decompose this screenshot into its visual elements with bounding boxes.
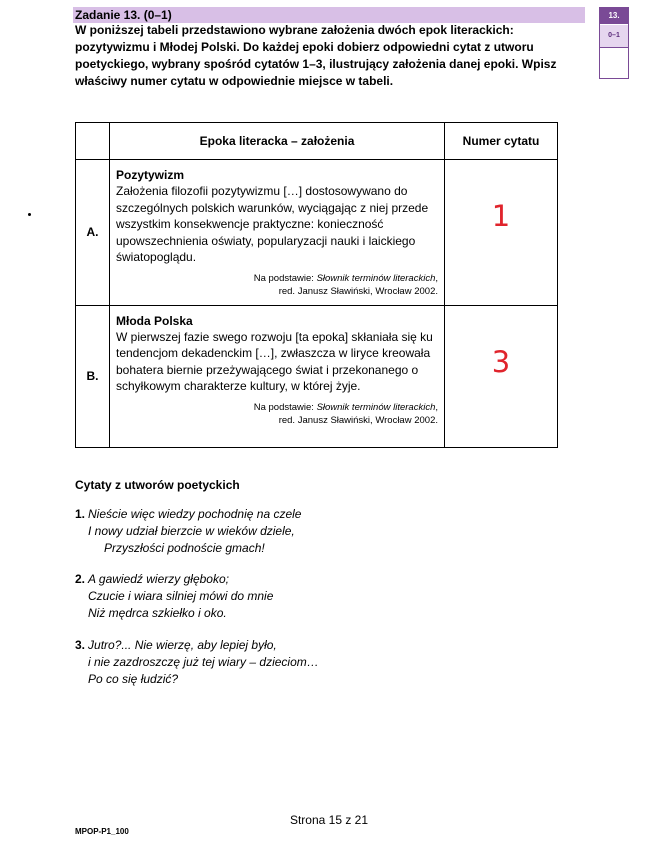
quote-line: Jutro?... Nie wierzę, aby lepiej było, (88, 638, 277, 652)
header-number: Numer cytatu (445, 123, 558, 160)
quote-item (75, 571, 273, 622)
score-box (599, 7, 629, 79)
source-citation (116, 401, 438, 428)
source-line2: red. Janusz Sławiński, Wrocław 2002. (278, 286, 438, 297)
source-title: Słownik terminów literackich (316, 272, 436, 284)
header-epoch: Epoka literacka – założenia (110, 123, 445, 160)
epoch-table (75, 122, 558, 448)
quotes-heading: Cytaty z utworów poetyckich (75, 478, 240, 492)
quote-number: 1. (75, 507, 86, 521)
task-instructions: W poniższej tabeli przedstawiono wybrane założenia dwóch epok literackich: pozytywizmu i Młodej Polski. Do każdej epoki dobierz odpowiedni cytat z utworu poetyckiego, wybrany spośród cytatów 1–3, ilustrujący założenia danej epoki. Wpisz właściwy numer cytatu w odpowiednie miejsce w tabeli. (75, 23, 557, 88)
stray-dot (28, 213, 31, 216)
quote-line: Przyszłości podnoście gmach! (104, 541, 265, 555)
epoch-text: W pierwszej fazie swego rozwoju [ta epoka] skłaniała się ku tendencjom dekadenckim […], zwłaszcza w liryce kreowała bohatera biernie przeżywającego świat i przekonanego o schyłkowym charakterze kultury, w której żyje. (116, 329, 433, 393)
document-code: MPOP-P1_100 (75, 827, 129, 836)
answer-cell[interactable] (445, 305, 558, 447)
quote-number: 3. (75, 638, 86, 652)
handwritten-answer: 3 (491, 344, 511, 379)
table-header-row (76, 123, 558, 160)
handwritten-answer: 1 (491, 199, 511, 233)
source-prefix: Na podstawie: (253, 272, 317, 284)
source-prefix: Na podstawie: (253, 401, 317, 413)
row-description (110, 305, 445, 447)
quote-line: I nowy udział bierzcie w wieków dziele, (88, 524, 295, 538)
table-row (76, 160, 558, 306)
answer-cell[interactable] (445, 160, 558, 306)
source-title: Słownik terminów literackich (316, 401, 436, 413)
row-letter: A. (76, 160, 110, 306)
epoch-name: Pozytywizm (116, 168, 185, 182)
quote-line: Niż mędrca szkiełko i oko. (88, 606, 227, 620)
row-letter: B. (76, 305, 110, 447)
epoch-name: Młoda Polska (116, 313, 193, 328)
source-line2: red. Janusz Sławiński, Wrocław 2002. (278, 415, 438, 426)
task-title: Zadanie 13. (0–1) (75, 8, 172, 22)
source-rest: , (435, 401, 438, 413)
quote-line: Nieście więc wiedzy pochodnię na czele (88, 507, 302, 521)
page-number: Strona 15 z 21 (289, 813, 369, 827)
epoch-text: Założenia filozofii pozytywizmu […] dostosowywano do szczególnych polskich warunków, wyciągając z niej przede wszystkim konsekwencje praktyczne: konieczność upowszechnienia oświaty, popularyzacji nauki i laickiego światopoglądu. (116, 184, 429, 264)
quote-line: Czucie i wiara silniej mówi do mnie (88, 589, 274, 603)
quote-line: A gawiedź wierzy głęboko; (88, 572, 229, 586)
task-header-bar (73, 7, 585, 23)
score-range: 0–1 (600, 25, 628, 48)
quote-number: 2. (75, 572, 86, 586)
quote-line: Po co się łudzić? (88, 672, 179, 686)
source-rest: , (435, 272, 438, 284)
header-empty-cell (76, 123, 110, 160)
quote-item (75, 506, 301, 557)
table-row (76, 305, 558, 447)
quote-item (75, 637, 319, 688)
row-description (110, 160, 445, 306)
quote-line: i nie zazdroszczę już tej wiary – dzieciom… (88, 655, 319, 669)
source-citation (116, 272, 438, 299)
score-number: 13. (600, 8, 628, 24)
